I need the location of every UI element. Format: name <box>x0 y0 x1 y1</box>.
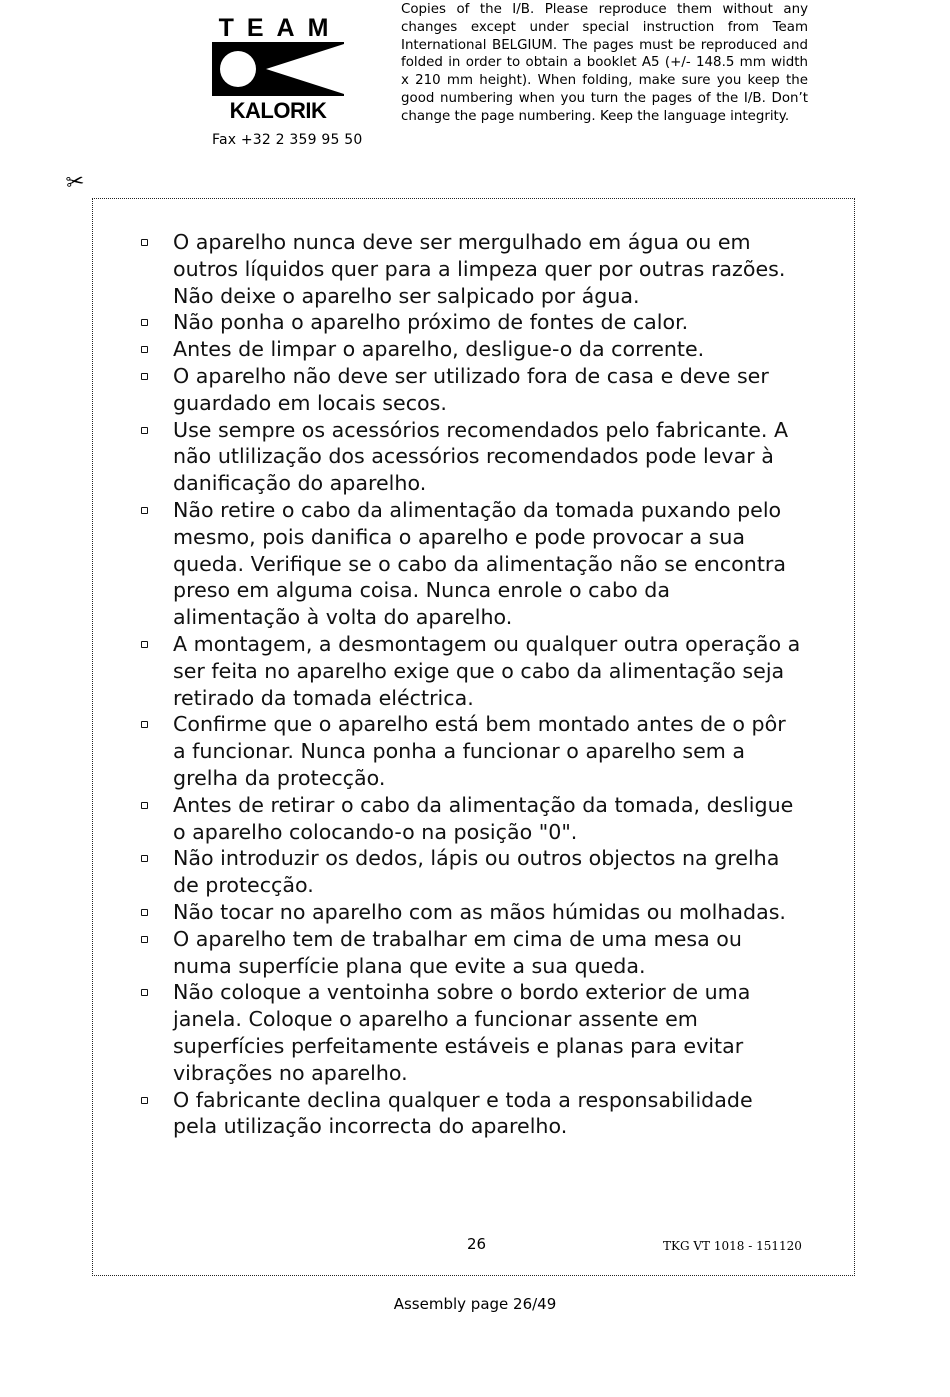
checkbox-bullet-icon <box>141 427 148 434</box>
list-item <box>141 336 801 363</box>
list-item <box>141 363 801 417</box>
checkbox-bullet-icon <box>141 346 148 353</box>
logo-k-emblem-circle <box>220 51 256 87</box>
safety-instructions-list <box>141 229 801 1140</box>
logo-text-team: TEAM <box>218 14 342 42</box>
list-item-text: Não ponha o aparelho próximo de fontes de calor. <box>173 310 689 335</box>
list-item <box>141 497 801 631</box>
model-reference: TKG VT 1018 - 151120 <box>663 1239 802 1253</box>
list-item <box>141 1087 801 1141</box>
list-item-text: Antes de retirar o cabo da alimentação da tomada, desligue o aparelho colocando-o na posição "0". <box>173 792 794 844</box>
list-item <box>141 631 801 711</box>
list-item-text: O fabricante declina qualquer e toda a responsabilidade pela utilização incorrecta do aparelho. <box>173 1087 753 1139</box>
list-item <box>141 899 801 926</box>
scissors-icon: ✂ <box>64 168 87 197</box>
list-item-text: Não tocar no aparelho com as mãos húmidas ou molhadas. <box>173 899 786 924</box>
checkbox-bullet-icon <box>141 641 148 648</box>
list-item-text: A montagem, a desmontagem ou qualquer outra operação a ser feita no aparelho exige que o cabo da alimentação seja retirado da tomada eléctrica. <box>173 631 801 710</box>
fax-number: Fax +32 2 359 95 50 <box>212 132 363 148</box>
checkbox-bullet-icon <box>141 1097 148 1104</box>
checkbox-bullet-icon <box>141 373 148 380</box>
list-item-text: Use sempre os acessórios recomendados pelo fabricante. A não utlilização dos acessórios recomendados pode levar à danificação do aparelho. <box>173 417 789 496</box>
list-item-text: O aparelho tem de trabalhar em cima de uma mesa ou numa superfície plana que evite a sua queda. <box>173 926 742 978</box>
list-item <box>141 711 801 791</box>
list-item <box>141 979 801 1086</box>
list-item <box>141 845 801 899</box>
checkbox-bullet-icon <box>141 989 148 996</box>
checkbox-bullet-icon <box>141 319 148 326</box>
checkbox-bullet-icon <box>141 936 148 943</box>
checkbox-bullet-icon <box>141 855 148 862</box>
list-item-text: Não retire o cabo da alimentação da tomada puxando pelo mesmo, pois danifica o aparelho e pode provocar a sua queda. Verifique se o cabo da alimentação não se encontra preso em alguma coisa. Nunca enrole o cabo da alimentação à volta do aparelho. <box>173 497 786 630</box>
list-item <box>141 926 801 980</box>
checkbox-bullet-icon <box>141 239 148 246</box>
list-item-text: Antes de limpar o aparelho, desligue-o da corrente. <box>173 337 705 362</box>
list-item-text: O aparelho não deve ser utilizado fora de casa e deve ser guardado em locais secos. <box>173 363 769 415</box>
logo-text-kalorik: KALORIK <box>229 98 327 122</box>
list-item-text: Confirme que o aparelho está bem montado antes de o pôr a funcionar. Nunca ponha a funcionar o aparelho sem a grelha da protecção. <box>173 712 786 790</box>
reproduction-notice: Copies of the I/B. Please reproduce them without any changes except under special instruction from Team International BELGIUM. The pages must be reproduced and folded in order to obtain a booklet A5 (+/- 148.5 mm width x 210 mm height). When folding, make sure you keep the good numbering when you turn the pages of the I/B. Don’t change the page numbering. Keep the language integrity. <box>401 2 808 124</box>
page-number: 26 <box>467 1235 487 1253</box>
list-item <box>141 792 801 846</box>
checkbox-bullet-icon <box>141 507 148 514</box>
team-kalorik-logo <box>210 14 350 122</box>
list-item-text: O aparelho nunca deve ser mergulhado em água ou em outros líquidos quer para a limpeza quer por outras razões. Não deixe o aparelho ser salpicado por água. <box>173 230 786 308</box>
checkbox-bullet-icon <box>141 721 148 728</box>
list-item <box>141 309 801 336</box>
list-item-text: Não coloque a ventoinha sobre o bordo exterior de uma janela. Coloque o aparelho a funcionar assente em superfícies perfeitamente estáveis e planas para evitar vibrações no aparelho. <box>173 980 751 1085</box>
checkbox-bullet-icon <box>141 909 148 916</box>
list-item <box>141 417 801 497</box>
booklet-page-frame <box>92 198 855 1276</box>
assembly-page-label: Assembly page 26/49 <box>393 1295 557 1313</box>
list-item <box>141 229 801 309</box>
list-item-text: Não introduzir os dedos, lápis ou outros objectos na grelha de protecção. <box>173 846 780 898</box>
checkbox-bullet-icon <box>141 802 148 809</box>
